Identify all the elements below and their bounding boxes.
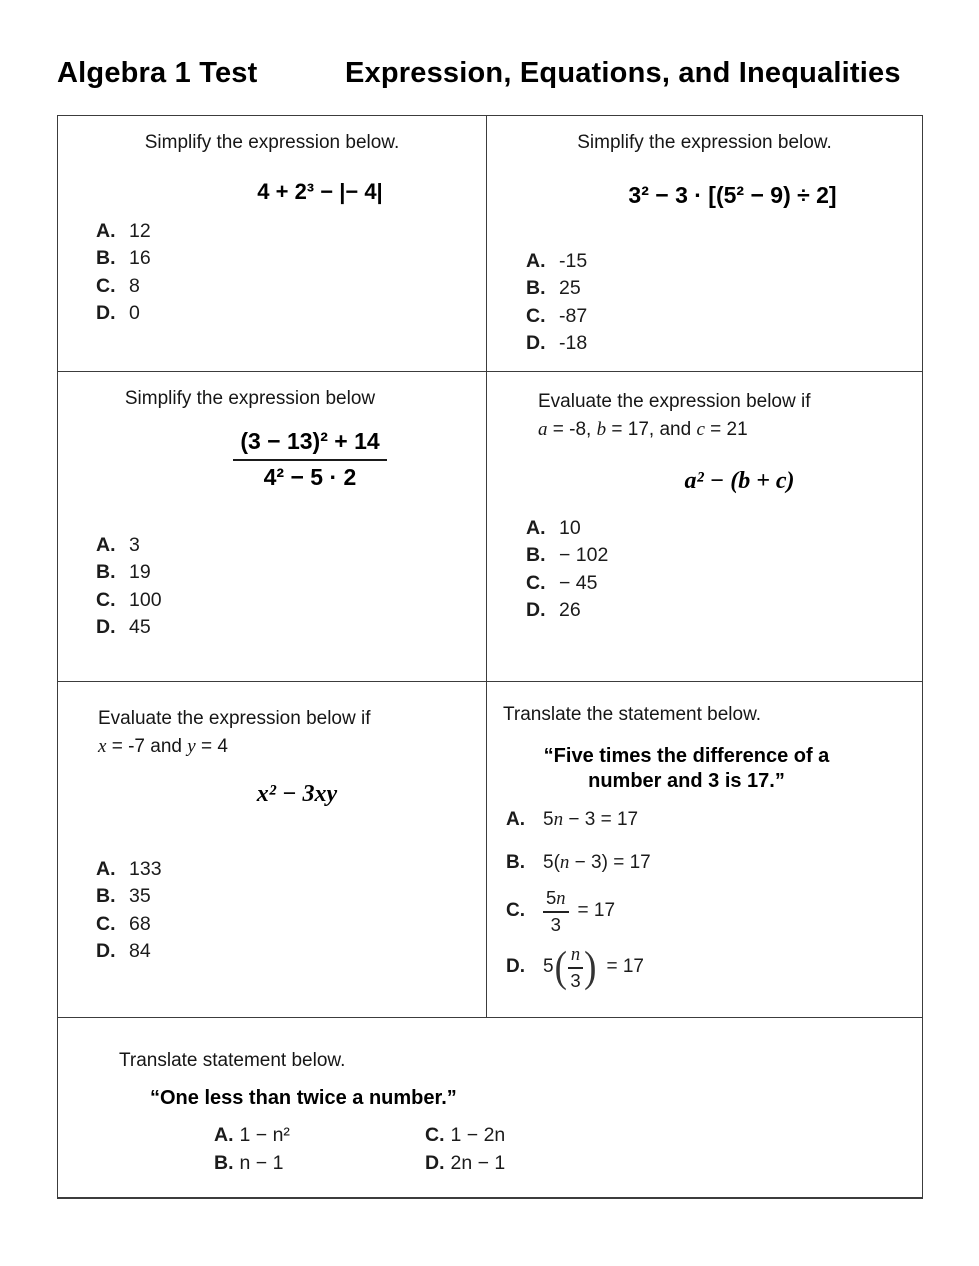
option-label: C. <box>526 571 546 594</box>
option-value: 8 <box>129 274 140 297</box>
option-value: 26 <box>559 599 581 622</box>
equation-rest: = 17 <box>606 956 644 977</box>
option-value: 5(n − 3) = 17 <box>543 852 651 873</box>
option-label: B. <box>96 247 116 270</box>
option-row <box>96 587 486 614</box>
option-label: C. <box>96 912 116 935</box>
fraction-denominator: 3 <box>550 914 561 935</box>
option-label: B. <box>526 277 546 300</box>
option-value: 5n − 3 = 17 <box>543 809 639 830</box>
option-value: 133 <box>129 858 162 880</box>
question-cell-5 <box>58 682 487 1018</box>
answer-options <box>96 856 486 966</box>
option-label: A. <box>96 534 116 556</box>
question-cell-7 <box>58 1018 922 1197</box>
answer-options <box>96 218 486 328</box>
close-paren: ) <box>584 942 597 992</box>
fraction-numerator: (3 − 13)² + 14 <box>233 428 386 461</box>
option-value: 2n − 1 <box>450 1152 506 1174</box>
option-row <box>96 938 486 965</box>
option-value: 10 <box>559 517 581 539</box>
question-prompt: Translate statement below. <box>119 1050 346 1071</box>
question-cell-2 <box>487 116 922 372</box>
answer-options <box>526 515 922 625</box>
fraction-denominator: 3 <box>570 970 581 991</box>
fraction-numerator: 5n <box>543 887 569 913</box>
option-row <box>506 809 922 831</box>
option-value: 3 <box>129 534 140 556</box>
option-value: 100 <box>129 588 162 611</box>
option-value: 25 <box>559 277 581 300</box>
option-label: B. <box>96 885 116 908</box>
math-expression: a² − (b + c) <box>684 468 795 494</box>
page-title: Algebra 1 Test <box>57 57 258 89</box>
option-row <box>96 273 486 300</box>
question-prompt: Evaluate the expression below if <box>98 708 371 729</box>
option-label: D. <box>96 616 116 639</box>
option-row <box>96 856 486 883</box>
option-row <box>96 559 486 586</box>
option-row <box>214 1149 425 1177</box>
question-prompt: Simplify the expression below. <box>577 132 832 153</box>
option-value: 1 − 2n <box>450 1124 506 1146</box>
question-cell-6 <box>487 682 922 1018</box>
option-row <box>96 911 486 938</box>
given-values: a = -8, b = 17, and c = 21 <box>538 419 748 440</box>
option-row <box>96 532 486 559</box>
option-label: B. <box>214 1152 234 1174</box>
option-value: -15 <box>559 250 588 272</box>
option-label: D. <box>526 599 546 622</box>
option-row <box>96 614 486 641</box>
option-row <box>506 852 922 874</box>
option-row <box>526 248 922 275</box>
option-label: C. <box>96 588 116 611</box>
math-expression: 3² − 3 · [(5² − 9) ÷ 2] <box>628 182 837 208</box>
answer-options <box>96 532 486 642</box>
option-row <box>96 245 486 272</box>
fraction-expression <box>568 943 583 991</box>
option-label: B. <box>506 852 525 873</box>
question-prompt: Translate the statement below. <box>503 704 762 725</box>
option-row <box>425 1149 685 1177</box>
option-label: B. <box>96 561 116 584</box>
option-row <box>526 515 922 542</box>
option-label: D. <box>96 302 116 325</box>
equation-rest: = 17 <box>577 900 616 921</box>
option-row <box>96 300 486 327</box>
fraction-numerator: n <box>568 943 583 969</box>
coefficient: 5 <box>543 956 554 977</box>
question-cell-1 <box>58 116 487 372</box>
answer-options <box>526 248 922 358</box>
option-label: D. <box>96 940 116 963</box>
option-value: -18 <box>559 332 588 355</box>
option-row <box>526 330 922 357</box>
quoted-statement <box>487 744 922 794</box>
option-value: 45 <box>129 616 151 639</box>
question-prompt: Simplify the expression below. <box>144 132 400 153</box>
option-value: 0 <box>129 302 140 325</box>
option-value: -87 <box>559 304 588 327</box>
option-row <box>214 1121 425 1149</box>
fraction-denominator: 4² − 5 · 2 <box>263 464 357 490</box>
question-cell-4 <box>487 372 922 682</box>
option-label: C. <box>96 274 116 297</box>
open-paren: ( <box>554 942 567 992</box>
option-value: 68 <box>129 912 151 935</box>
quote-line: “Five times the difference of a <box>543 745 830 767</box>
option-label: C. <box>506 900 525 921</box>
quote-line: number and 3 is 17.” <box>588 770 785 792</box>
fraction-expression <box>543 887 569 935</box>
option-label: D. <box>506 956 525 977</box>
option-label: A. <box>96 858 116 880</box>
option-row <box>526 570 922 597</box>
math-expression: 4 + 2³ − |− 4| <box>257 179 383 204</box>
question-prompt: Simplify the expression below <box>124 388 376 409</box>
question-prompt: Evaluate the expression below if <box>538 391 811 412</box>
option-row <box>526 542 922 569</box>
option-value: n − 1 <box>239 1152 284 1174</box>
option-row <box>425 1121 685 1149</box>
option-value: 12 <box>129 220 151 242</box>
option-label: C. <box>425 1124 445 1146</box>
option-label: A. <box>506 809 525 830</box>
option-row <box>96 218 486 245</box>
questions-table <box>57 115 923 1199</box>
option-label: D. <box>425 1152 445 1174</box>
option-row <box>526 303 922 330</box>
option-value: 16 <box>129 247 151 270</box>
fraction-expression <box>233 428 386 491</box>
option-value: − 45 <box>559 571 598 594</box>
page-subtitle: Expression, Equations, and Inequalities <box>345 57 901 89</box>
option-label: A. <box>526 250 546 272</box>
option-label: C. <box>526 304 546 327</box>
math-expression: x² − 3xy <box>256 781 338 807</box>
option-row <box>526 275 922 302</box>
option-label: D. <box>526 332 546 355</box>
option-row <box>506 943 922 991</box>
option-label: A. <box>214 1124 234 1146</box>
option-row <box>526 597 922 624</box>
question-cell-3 <box>58 372 487 682</box>
option-value: 1 − n² <box>239 1124 290 1146</box>
option-row <box>96 883 486 910</box>
page-header <box>57 57 937 95</box>
given-values: x = -7 and y = 4 <box>98 736 228 757</box>
option-value: 35 <box>129 885 151 908</box>
answer-options <box>214 1121 922 1177</box>
option-value: 84 <box>129 940 151 963</box>
option-row <box>506 887 922 935</box>
option-label: B. <box>526 544 546 567</box>
option-value: 19 <box>129 561 151 584</box>
option-label: A. <box>526 517 546 539</box>
option-label: A. <box>96 220 116 242</box>
option-value: − 102 <box>559 544 609 567</box>
quoted-statement: “One less than twice a number.” <box>150 1087 457 1109</box>
